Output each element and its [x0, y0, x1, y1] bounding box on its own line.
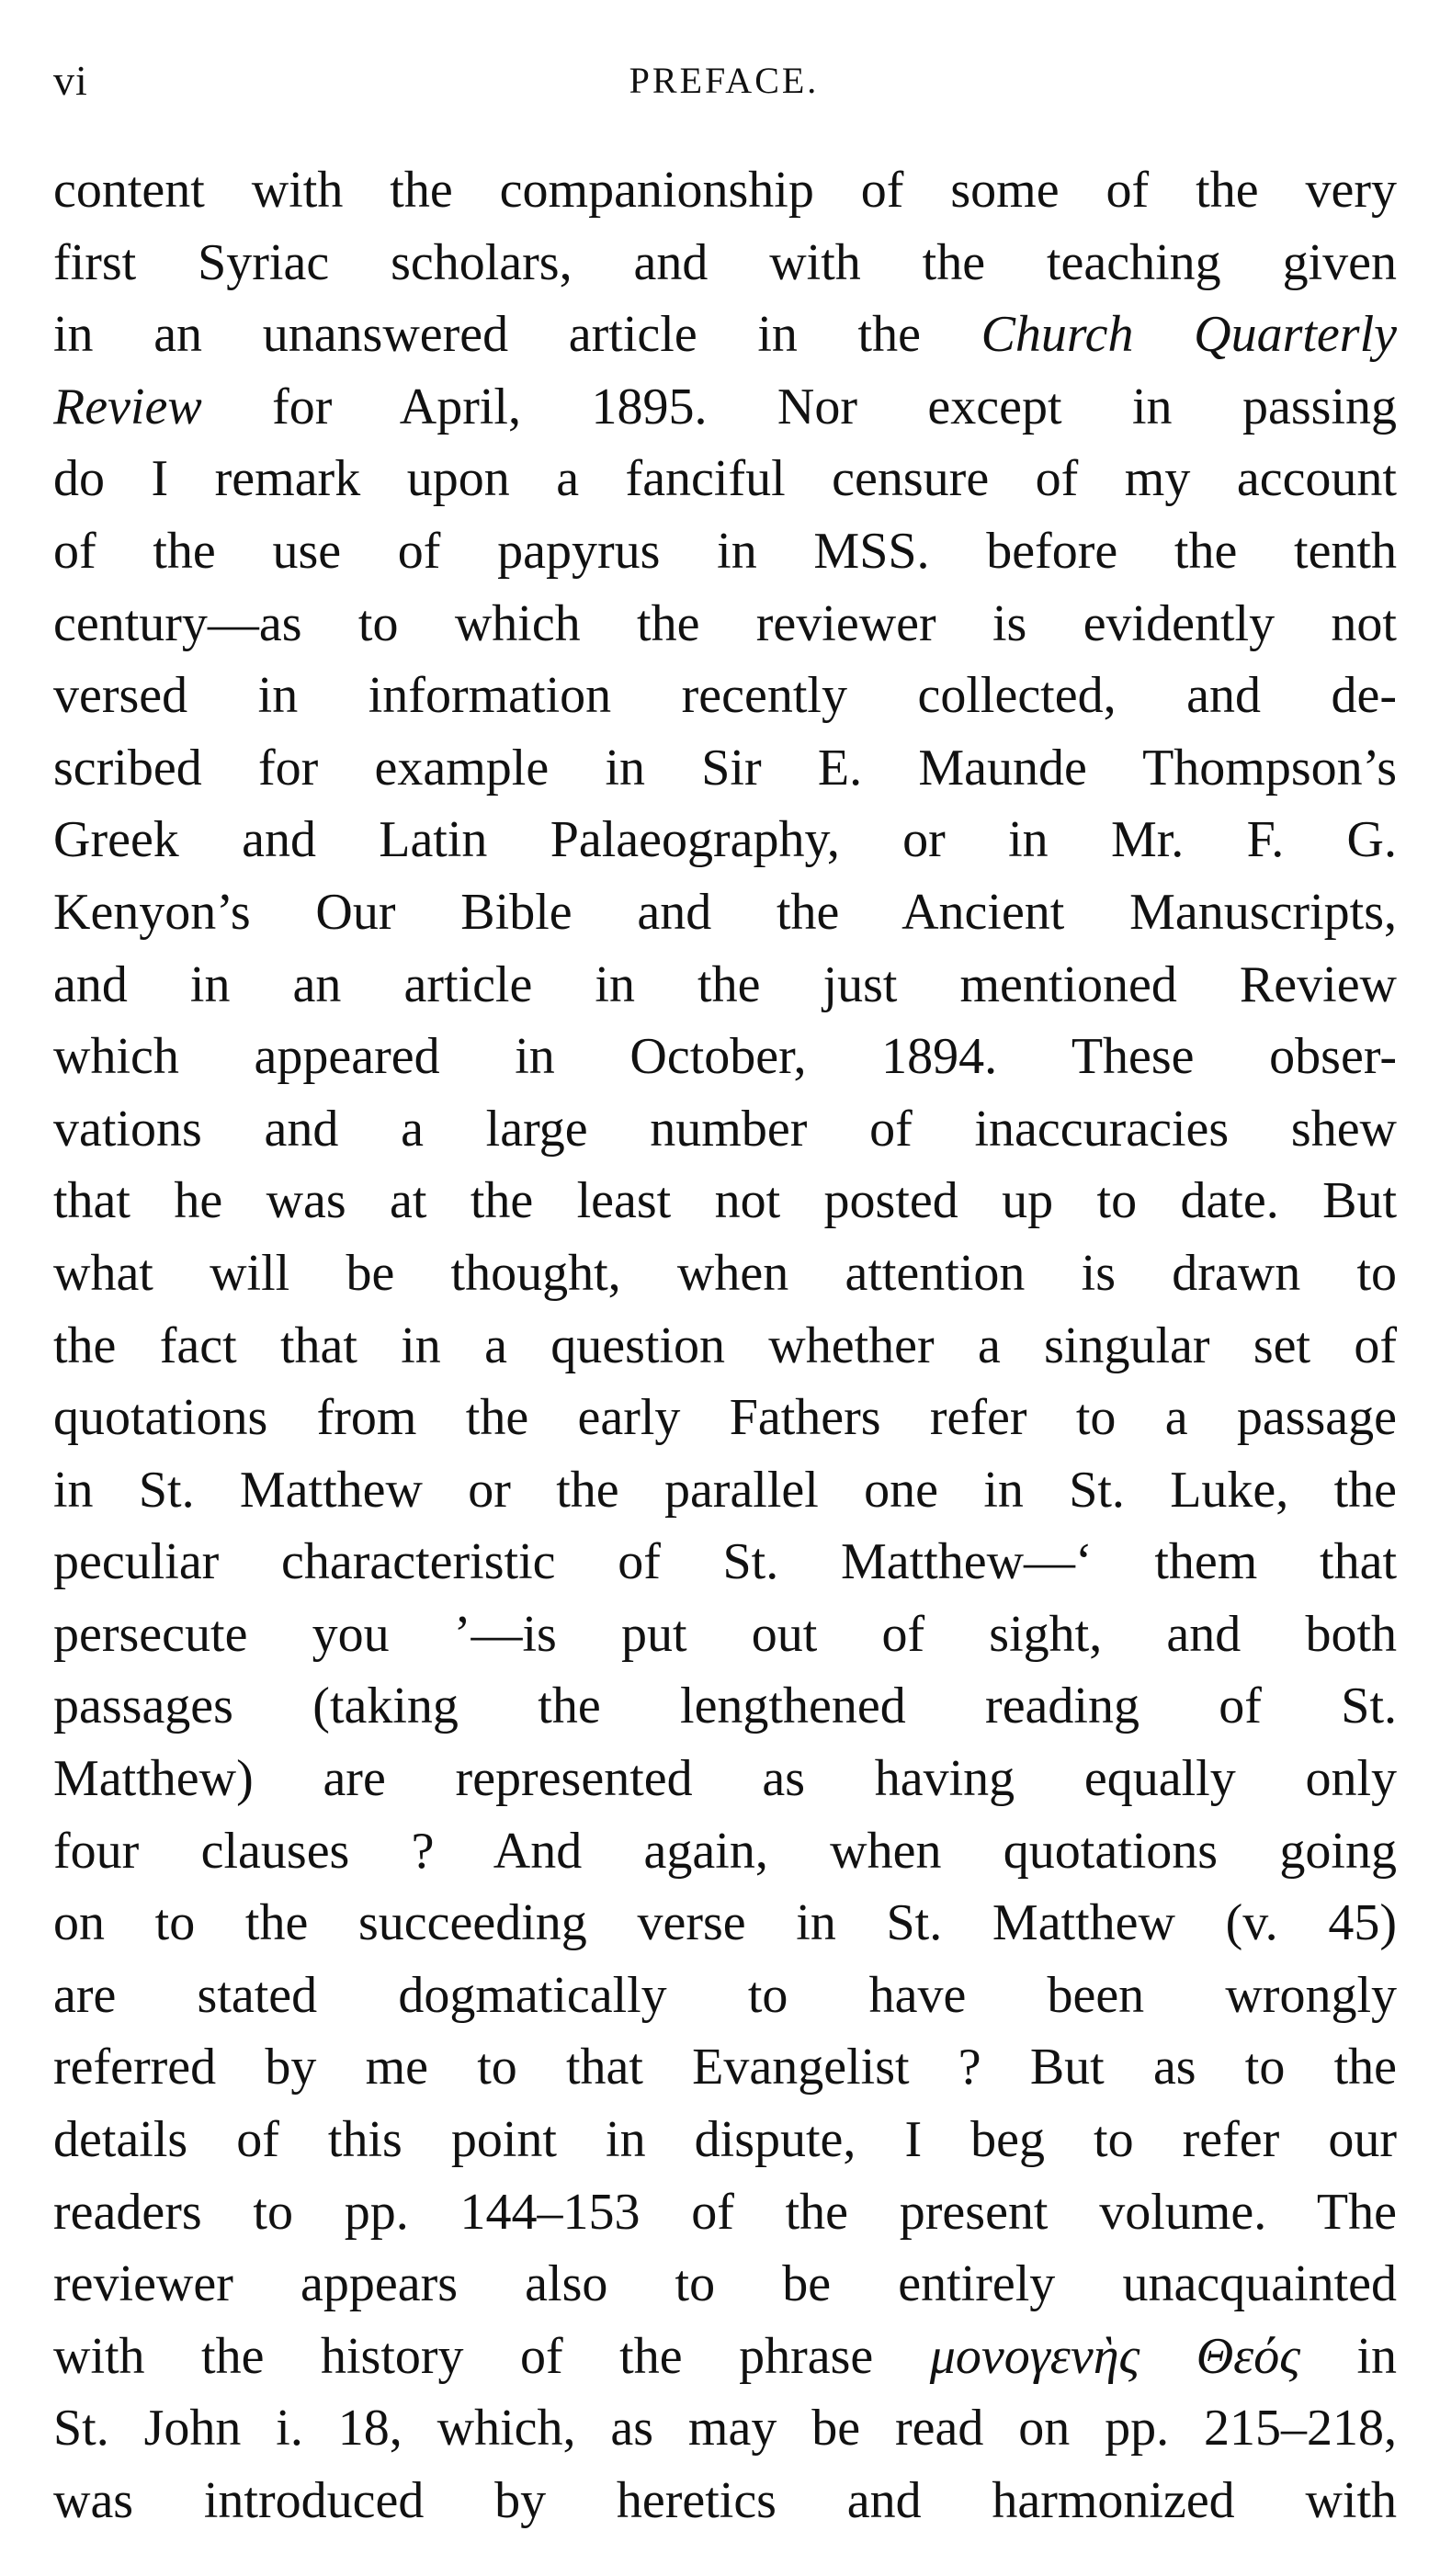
text-segment: Kenyon’s Our Bible and the Ancient Manuscripts, — [53, 883, 1397, 941]
text-segment: vations and a large number of inaccuracies shew — [53, 1100, 1397, 1158]
text-segment: passages (taking the lengthened reading of St. — [53, 1678, 1397, 1735]
text-segment: four clauses ? And again, when quotations going — [53, 1822, 1397, 1880]
text-segment: Greek and Latin Palaeography, or in Mr. F. G. — [53, 811, 1397, 869]
text-segment: St. John i. 18, which, as may be read on pp. 215–218, — [53, 2400, 1397, 2457]
text-line — [53, 1599, 1397, 1671]
text-segment: content with the companionship of some of the very — [53, 162, 1397, 219]
text-segment: scribed for example in Sir E. Maunde Thompson’s — [53, 739, 1397, 797]
text-segment: century—as to which the reviewer is evidently not — [53, 594, 1397, 652]
text-line — [53, 804, 1397, 876]
text-segment: and in an article in the just mentioned Review — [53, 955, 1397, 1013]
text-line — [53, 588, 1397, 661]
page-number: vi — [53, 57, 88, 104]
text-segment: are stated dogmatically to have been wrongly — [53, 1966, 1397, 2024]
text-segment: the fact that in a question whether a singular set of — [53, 1316, 1397, 1374]
text-segment: in — [1299, 2327, 1397, 2385]
text-segment: readers to pp. 144–153 of the present volume. The — [53, 2183, 1397, 2241]
italic-text-segment: Review — [53, 378, 202, 435]
text-segment: referred by me to that Evangelist ? But as to the — [53, 2039, 1397, 2096]
text-line — [53, 1093, 1397, 1166]
italic-text-segment: μονογενὴς Θεός — [929, 2327, 1300, 2385]
text-line — [53, 876, 1397, 949]
text-line — [53, 1887, 1397, 1960]
text-line — [53, 2104, 1397, 2176]
text-segment: first Syriac scholars, and with the teaching given — [53, 233, 1397, 291]
text-line — [53, 1165, 1397, 1237]
text-line — [53, 443, 1397, 515]
text-line — [53, 1743, 1397, 1815]
text-line — [53, 1670, 1397, 1743]
text-line — [53, 2248, 1397, 2321]
text-segment: of the use of papyrus in MSS. before the tenth — [53, 522, 1397, 580]
text-line — [53, 1526, 1397, 1599]
text-line — [53, 1021, 1397, 1093]
text-line — [53, 949, 1397, 1022]
text-segment: with the history of the phrase — [53, 2327, 930, 2385]
text-segment: in an unanswered article in the — [53, 306, 981, 364]
text-line — [53, 1310, 1397, 1383]
text-line — [53, 1382, 1397, 1454]
text-segment: peculiar characteristic of St. Matthew—‘ them that — [53, 1533, 1397, 1591]
text-segment: was introduced by heretics and harmonized with — [53, 2472, 1397, 2529]
text-line — [53, 154, 1397, 227]
text-line — [53, 1960, 1397, 2032]
text-segment: versed in information recently collected, and de- — [53, 667, 1397, 725]
text-line — [53, 732, 1397, 805]
text-line — [53, 299, 1397, 371]
italic-text-segment: Church Quarterly — [981, 306, 1397, 364]
text-line — [53, 2176, 1397, 2249]
text-line — [53, 2392, 1397, 2465]
text-line — [53, 515, 1397, 588]
text-segment: quotations from the early Fathers refer to a passage — [53, 1389, 1397, 1447]
running-header — [53, 53, 1395, 108]
body-text — [53, 154, 1397, 2537]
text-line — [53, 2321, 1397, 2393]
text-segment: reviewer appears also to be entirely unacquainted — [53, 2255, 1397, 2313]
text-line — [53, 1237, 1397, 1310]
text-segment: what will be thought, when attention is drawn to — [53, 1244, 1397, 1302]
text-line — [53, 227, 1397, 299]
text-segment: for April, 1895. Nor except in passing — [201, 378, 1397, 435]
text-segment: persecute you ’—is put out of sight, and both — [53, 1605, 1397, 1663]
text-line — [53, 2031, 1397, 2104]
text-segment: Matthew) are represented as having equally only — [53, 1750, 1397, 1808]
text-line — [53, 1454, 1397, 1527]
text-segment: that he was at the least not posted up to date. But — [53, 1172, 1397, 1230]
text-segment: on to the succeeding verse in St. Matthew (v. 45) — [53, 1894, 1397, 1952]
text-line — [53, 371, 1397, 444]
running-title: PREFACE. — [629, 60, 820, 101]
text-segment: details of this point in dispute, I beg to refer our — [53, 2111, 1397, 2169]
text-segment: in St. Matthew or the parallel one in St. Luke, the — [53, 1461, 1397, 1519]
text-line — [53, 660, 1397, 732]
text-line — [53, 1815, 1397, 1888]
text-segment: do I remark upon a fanciful censure of my account — [53, 450, 1397, 508]
text-line — [53, 2465, 1397, 2537]
text-segment: which appeared in October, 1894. These obser- — [53, 1028, 1397, 1086]
